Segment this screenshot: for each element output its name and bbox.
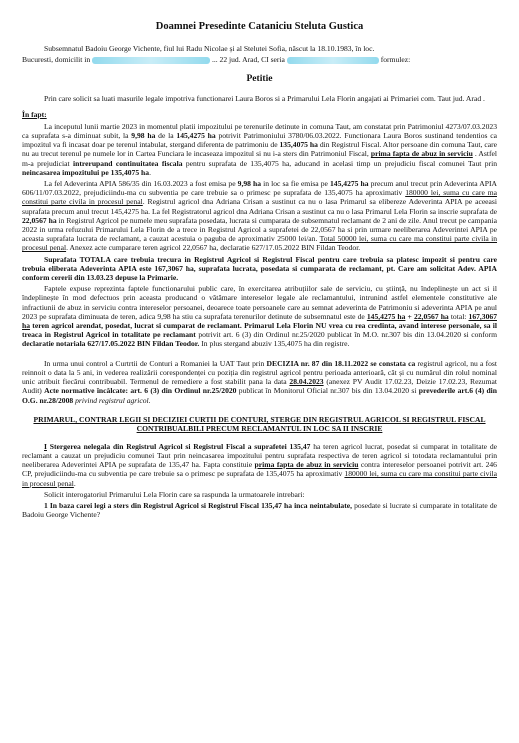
identity-formulez: formulez:: [380, 55, 411, 65]
text-span: total:: [448, 311, 469, 321]
identity-county: ... 22 jud. Arad, CI seria: [211, 55, 285, 65]
text-span: ha teren agricol lucrat, posedat si cumparat in totalitate de reclamant a cauzat un prejudiciu comunei Taut prin neincasarea impozitului pentru suprafata respectiva de teren agricol si totodata reclamantului prin neeliberarea Adeverintei APIA pe suprafata de 135,47 ha. Fapta constituie: [22, 441, 498, 470]
text-span: (anexez PV Audit 17.02.23, Deizie 17.02.23, Rezumat Audit): [22, 377, 497, 396]
bold-span: neincasarea impozitului pe 135,4075 ha: [22, 167, 150, 177]
bold-span: Suprafata TOTALA care trebuia trecura in Registrul Agricol si Registrul Fiscal pentru care trebuia sa platesc impozit si pentru care trebuia eliberata Adeverinta APIA este 167,3067 ha, suprafata lucrata, posedata si cumparata de reclamant, pt. Care am solicitat Adev. APIA conform cererii din 13.03.23 depuse la Primarie.: [22, 254, 497, 283]
facts-heading: În fapt:: [22, 109, 47, 119]
paragraph-total-surface: [22, 255, 497, 283]
bold-underline-span: prima fapta de abuz in serviciu: [254, 460, 359, 470]
text-span: potrivit Patrimoniului 3780/06.03.2022. Functionara Laura Boros sustinand tendentios ca impozitul va fi incasat doar pe terenul intabulat, stergand diferenta de patrimoniu de: [22, 131, 497, 150]
question-1: [22, 501, 497, 519]
text-span: La fel Adeverinta APIA 586/35 din 16.03.2023 a fost emisa pe: [44, 179, 238, 189]
text-span: .: [73, 478, 76, 488]
text-span: de la: [155, 131, 177, 141]
bold-underline-span: I: [44, 441, 47, 451]
text-span: . Registrul agricol dna Adriana Crisan a sustinut ca nu o lasa Primarul sa elibereze Adeverinta APIA pe aceeasi suprafata precum anul trecut 145,4275 ha. La fel Registratorul agricol dna Adriana Crisan a sustinut ca nu o lasa Primarul Lela Florin sa inscrie suprafata de: [22, 197, 497, 216]
bold-span: teren agricol arendat, posedat, lucrat si cumparat de reclamant. Primarul Lela Florin NU vrea cu rea credinta, avand interese personale, sa il treaca in Registrul Agricol in totalitate pe reclamant: [22, 321, 497, 340]
paragraph-audit: [22, 359, 497, 405]
text-span: .: [149, 167, 151, 177]
text-span: in loc sa fie emisa pe: [261, 179, 330, 189]
document-title: Petitie: [246, 73, 273, 85]
redaction-mark-id: [287, 57, 379, 64]
bold-span: 22,0567 ha: [22, 215, 57, 225]
identity-line-1: Subsemnatul Badoiu George Vichente, fiul lui Radu Nicolae și al Stelutei Sofia, născut la 18.10.1983, în loc.: [44, 44, 375, 53]
text-span: pentru suprafata de 135,4075 ha, aducand in acelasi timp un prejudiciu fiscal comunei Taut prin: [182, 158, 497, 168]
bold-span: prevederile art.6 (4) din O.G. nr.28/2008: [22, 386, 498, 405]
bold-underline-span: 145,4275 ha: [366, 311, 406, 321]
text-span: . Astfel m-a prejudiciat: [22, 149, 497, 168]
bold-span: 9,98 ha: [237, 179, 262, 189]
text-span: Faptele expuse reprezinta faptele functionarului public care, în exercitarea atribuțiilor sale de serviciu, cu știință, nu îndeplinește un act si il îndeplinește în mod defectuos prin aceasta producand o vătămare intereselor legale ale reclamantului, intrunind astfel elementele constitutive ale infractiunii de abuz in serviciu contra intereselor persoanei, deoarece toate persoanele care au semnat adeverinta de Patrimoniu si adeverinta APIA pe anul 2023 pe suprafata diminuata de teren, adica 9,98 ha stiu ca suprafata terenurilor detinute de subsemnatul este de: [22, 284, 497, 321]
bold-span: +: [405, 311, 414, 321]
paragraph-deletion: [22, 442, 497, 488]
text-span: In urma unui control a Curtrtii de Conturi a Romaniei la UAT Taut prin: [44, 358, 267, 368]
underline-span: 180000 lei, suma cu care ma constitui parte civila in procesul penal: [22, 188, 497, 207]
bold-underline-span: 167,3067 ha: [22, 311, 497, 331]
text-span: publicat în Monitorul Oficial nr.307 bis din 13.04.2020 si: [236, 386, 419, 396]
italic-span: privind registrul agricol.: [73, 395, 151, 405]
section-heading: PRIMARUL, CONTRAR LEGII SI DECIZIEI CURTII DE CONTURI, STERGE DIN REGISTRUL AGRICOL SI REGISTRUL FISCAL CONTRIBUALBILI PRECUM RECLAMANTUL IN LOC SA II INSCRIE: [33, 414, 486, 434]
identity-line-2: [22, 55, 497, 64]
bold-span: intrerupand continuitatea fiscala: [72, 158, 183, 168]
bold-span: Stergerea nelegala din Registrul Agricol si Registrul Fiscal a suprafetei 135,47: [46, 441, 311, 451]
intro-paragraph: Prin care solicit sa luati masurile legale impotriva functionarei Laura Boros si a Primarului Lela Florin angajati ai Primariei com. Taut jud. Arad .: [44, 94, 485, 104]
underline-span: Total 50000 lei, suma cu care ma constitui parte civila in procesul penal: [22, 234, 498, 253]
redaction-mark-address: [92, 57, 210, 64]
text-span: in Registrul Agricol pe numele meu suprafata posedata, lucrata si cumparata de subsemnatul reclamant de 2 ani de zile. Anul trecut pe campania 2022 in urma refuzului Primarului Lela Florin de a trece in Registrul Agricol a suprafetei de 22,0567 ha si prin urmare neeliberarea Adeverintei APIA pe aceasta suprafata lucrata de reclamant, a cauzat acestuia o paguba de aproximativ 25000 lei/an.: [22, 215, 497, 244]
identity-city: Bucuresti, domicilit in: [22, 55, 91, 65]
text-span: potrivit art. 6 (3) din Ordinul nr.25/2020 publicat în M.O. nr.307 bis din 13.04.2020 si conform: [195, 330, 497, 340]
bold-underline-span: 28.04.2023: [289, 377, 324, 387]
text-span: contra intereselor persoanei potrivit art. 246 CP, prejudiciindu-ma cu subventia pe care trebuie sa o primesc pe suprafata de 135,4075 ha aproximativ: [22, 460, 497, 479]
bold-span: 9,98 ha: [131, 131, 156, 141]
bold-span: Acte normative încălcate: art. 6 (3) din Ordinul nr.25/2020: [44, 386, 237, 396]
bold-underline-span: prima fapta de abuz in serviciu: [370, 149, 473, 159]
text-span: . Anexez acte cumparare teren agricol 22,0567 ha, declaratie 627/17.05.2022 BIN Fildan Teodor.: [66, 243, 361, 253]
text-span: registrul agricol, nu a fost reinnoit o data la 5 ani, in vederea realizării corespondenței cu poziția din registrul agricol pentru perioada anterioară, cât și cu numărul din rolul nominal unic atribuit fiecărui contribuabil. Termenul de remediere a fost stabilit pana la data: [22, 358, 497, 387]
bold-span: 145,4275 ha: [176, 131, 216, 141]
bold-underline-span: 22,0567 ha: [413, 311, 449, 321]
text-span: La inceputul lunii martie 2023 in momentul platii impozitului pe terenurile detinute in comuna Taut, am constatat prin Patrimoniul 4273/07.03.2023 ca suprafata s-a diminuat subit, la: [22, 121, 497, 141]
bold-span: 145,4275 ha: [329, 179, 369, 189]
paragraph-patrimoniu: [22, 122, 497, 177]
bold-span: DECIZIA nr. 87 din 18.11.2022 se constata ca: [266, 358, 416, 368]
underline-span: 180000 lei, suma cu care ma constitui parte civila in procesul penal: [22, 469, 497, 488]
text-span: posedate si lucrate si cumparate in totalitate de Badoiu George Vichente?: [22, 500, 497, 520]
text-span: din Registrul Fiscal. Altor persoane din comuna Taut, care nu au trecut terenul pe numele lor in Cartea Funciara le incaseaza impozitul si nu i-a sters din Patrimoniul Fiscal,: [22, 140, 497, 159]
bold-span: 1 In baza carei legi a sters din Registrul Agricol si Registrul Fiscal 135,47 ha inca neintabulate,: [44, 500, 353, 510]
paragraph-apia: [22, 179, 497, 253]
paragraph-abuse: [22, 284, 497, 348]
text-span: In plus stergand abuziv 135,4075 ha din registre.: [199, 339, 350, 349]
paragraph-interrogatory: Solicit interogatoriul Primarului Lela Florin care sa raspunda la urmatoarele intrebari:: [44, 489, 305, 499]
bold-span: 135,4075 ha: [279, 140, 318, 150]
addressee-heading: Doamnei Presedinte Cataniciu Steluta Gustica: [155, 21, 364, 32]
bold-span: declaratie notariala 627/17.05.2022 BIN Fildan Teodor.: [22, 339, 200, 349]
text-span: precum anul trecut prin Adeverinta APIA 606/11/07.03.2022, prejudiciindu-ma cu subventia pe care trebuie sa o primesc pe suprafata de 135,4075 ha aproximativ: [22, 179, 497, 198]
